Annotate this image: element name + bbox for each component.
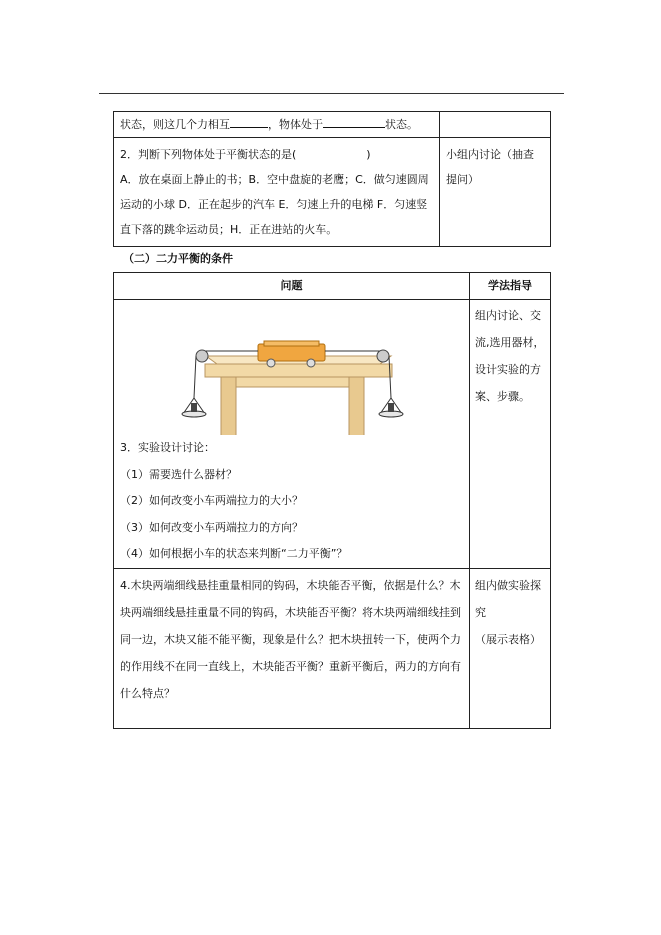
q3-item-2: （2）如何改变小车两端拉力的大小？ [120, 494, 303, 507]
header-guide: 学法指导 [470, 273, 551, 300]
blank-1 [230, 115, 268, 128]
q3-cell [114, 300, 470, 569]
table-leg-right [349, 377, 364, 435]
cart-wheel-right [307, 359, 315, 367]
question-2: 2．判断下列物体处于平衡状态的是( ) [120, 148, 371, 161]
q4-cell [114, 569, 470, 729]
table-part2 [113, 272, 551, 729]
q3-item-4: （4）如何根据小车的状态来判断“二力平衡”？ [120, 547, 348, 560]
row2-cell [114, 138, 440, 247]
header-rule [99, 93, 564, 94]
row2-guide: 小组内讨论（抽查提问） [446, 148, 534, 186]
table-leg-left [221, 377, 236, 435]
q4-text: 4.木块两端细线悬挂重量相同的钩码，木块能否平衡，依据是什么？木块两端细线悬挂重量不同的钩码，木块能否平衡？将木块两端细线挂到同一边，木块又能不能平衡，现象是什么？把木块扭转一下，使两个力的作用线不在同一直线上，木块能否平衡？重新平衡后，两力的方向有什么特点？ [120, 579, 461, 700]
row1-cell [114, 112, 440, 138]
pulley-right [377, 350, 389, 362]
table-front [205, 364, 392, 377]
weight-left [191, 403, 197, 412]
string-left-down [194, 356, 196, 398]
q3-item-3: （3）如何改变小车两端拉力的方向？ [120, 520, 303, 534]
weight-right [388, 403, 394, 412]
header-question: 问题 [114, 273, 470, 300]
q3-guide: 组内讨论、交流,选用器材，设计实验的方案、步骤。 [475, 309, 545, 403]
experiment-illustration [114, 300, 470, 435]
pulley-left [196, 350, 208, 362]
row1-text-b: ，物体处于 [268, 118, 323, 131]
cart-top [264, 341, 319, 346]
table-part1 [113, 111, 551, 247]
table-apron [236, 377, 349, 387]
q3-guide-cell [470, 300, 551, 569]
cart-wheel-left [267, 359, 275, 367]
q4-guide-1: 组内做实验探究 [475, 579, 541, 619]
experiment-figure [114, 300, 469, 435]
cart-body [258, 344, 325, 361]
row1-text-c: 状态。 [385, 118, 418, 131]
q3-title: 3．实验设计讨论： [120, 441, 215, 454]
section-title: （二）二力平衡的条件 [123, 252, 233, 265]
q4-guide-2: （展示表格） [475, 633, 541, 646]
q4-guide-cell [470, 569, 551, 729]
row1-guide-cell [440, 112, 551, 138]
blank-2 [323, 115, 385, 128]
row1-text-a: 状态，则这几个力相互 [120, 118, 230, 131]
q3-item-1: （1）需要选什么器材？ [120, 467, 237, 481]
question-2-options: A．放在桌面上静止的书；B．空中盘旋的老鹰；C．做匀速圆周运动的小球 D．正在起步的汽车 E．匀速上升的电梯 F．匀速竖直下落的跳伞运动员；H．正在进站的火车。 [120, 173, 429, 236]
row2-guide-cell [440, 138, 551, 247]
